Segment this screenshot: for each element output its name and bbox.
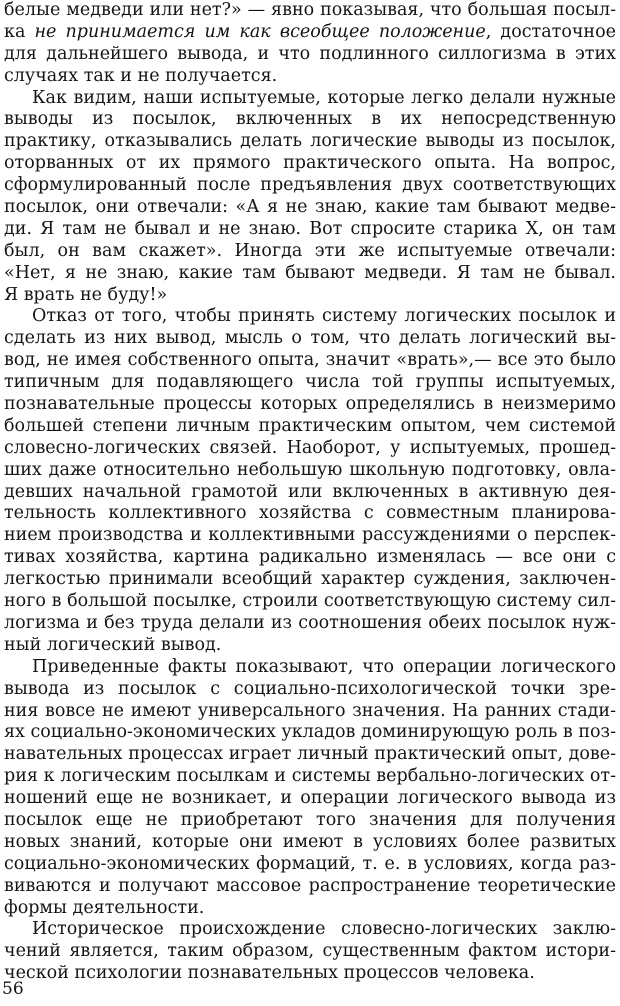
text-line: сделать из них вывод, мысль о том, что делать логический вы-	[4, 328, 616, 349]
text-line: «Нет, я не знаю, какие там бывают медведи. Я там не бывал.	[4, 262, 616, 283]
text-line: вывода из посылок с социально-психологической точки зре-	[4, 678, 616, 699]
text-line: ди. Я там не бывал и не знаю. Вот спросите старика Х, он там	[4, 218, 616, 239]
text-line: ный логический вывод.	[4, 634, 222, 655]
text-line: посылок еще не приобретают того значения для получения	[4, 809, 616, 830]
text-line: случаях так и не получается.	[4, 65, 278, 86]
text-line: чений является, таким образом, существенным фактом истори-	[4, 941, 616, 962]
text-line: навательных процессах играет личный практический опыт, дове-	[4, 744, 616, 765]
text-line: новых знаний, которые они имеют в условиях более развитых	[4, 831, 616, 852]
text-line: познавательные процессы которых определялись в неизмеримо	[4, 394, 616, 415]
text-line: практику, отказывались делать логические выводы из посылок,	[4, 131, 616, 152]
text-line: Отказ от того, чтобы принять систему логических посылок и	[32, 306, 616, 327]
text-line: формы деятельности.	[4, 897, 205, 918]
text-line: вод, не имея собственного опыта, значит «врать»,— все это было	[4, 350, 616, 371]
text-line: ния вовсе не имеют универсального значения. На ранних стади-	[4, 700, 616, 721]
text-line: девших начальной грамотой или включенных в активную дея-	[4, 481, 616, 502]
text-line: нием производства и коллективными рассуждениями о перспек-	[4, 525, 616, 546]
emphasis-phrase: не принимается им как всеобщее положение	[34, 21, 486, 42]
text-line: тивах хозяйства, картина радикально изменялась — все они с	[4, 547, 616, 568]
text-line: тельность коллективного хозяйства с совместным планирова-	[4, 503, 616, 524]
text-line: был, он вам скажет». Иногда эти же испытуемые отвечали:	[4, 240, 616, 261]
page-number: 56	[2, 979, 24, 999]
text-line: социально-экономических формаций, т. е. в условиях, когда раз-	[4, 853, 616, 874]
text-line: Я врать не буду!»	[4, 284, 168, 305]
text-line: рия к логическим посылкам и системы вербально-логических от-	[4, 766, 616, 787]
text-line: большей степени личным практическим опытом, чем системой	[4, 415, 616, 436]
text-line: ношений еще не возникает, и операции логического вывода из	[4, 788, 616, 809]
text-line: для дальнейшего вывода, и что подлинного силлогизма в этих	[4, 43, 616, 64]
text-line: ших даже относительно небольшую школьную подготовку, овла-	[4, 459, 616, 480]
text-line: типичным для подавляющего числа той группы испытуемых,	[4, 372, 616, 393]
text-line: Как видим, наши испытуемые, которые легко делали нужные	[32, 87, 616, 108]
text-line: ческой психологии познавательных процессов человека.	[4, 963, 535, 984]
text-line: посылок, они отвечали: «А я не знаю, какие там бывают медве-	[4, 197, 616, 218]
text-line: ка не принимается им как всеобщее положение, достаточное	[4, 21, 616, 42]
text-line: Историческое происхождение словесно-логических заклю-	[32, 919, 616, 940]
text-line: логизма и без труда делали из соотношения обеих посылок нуж-	[4, 612, 616, 633]
body-text	[4, 0, 616, 985]
text-line: словесно-логических связей. Наоборот, у испытуемых, прошед-	[4, 437, 616, 458]
text-line: ях социально-экономических укладов доминирующую роль в поз-	[4, 722, 616, 743]
text-line: сформулированный после предъявления двух соответствующих	[4, 175, 616, 196]
text-line: Приведенные факты показывают, что операции логического	[32, 656, 616, 677]
text-line: белые медведи или нет?» — явно показывая, что большая посыл-	[4, 0, 616, 20]
text-line: виваются и получают массовое распространение теоретические	[4, 875, 616, 896]
text-line: ного в большой посылке, строили соответствующую систему сил-	[4, 591, 616, 612]
text-line: выводы из посылок, включенных в их непосредственную	[4, 109, 616, 130]
text-line: оторванных от их прямого практического опыта. На вопрос,	[4, 153, 616, 174]
text-line: легкостью принимали всеобщий характер суждения, заключен-	[4, 569, 616, 590]
